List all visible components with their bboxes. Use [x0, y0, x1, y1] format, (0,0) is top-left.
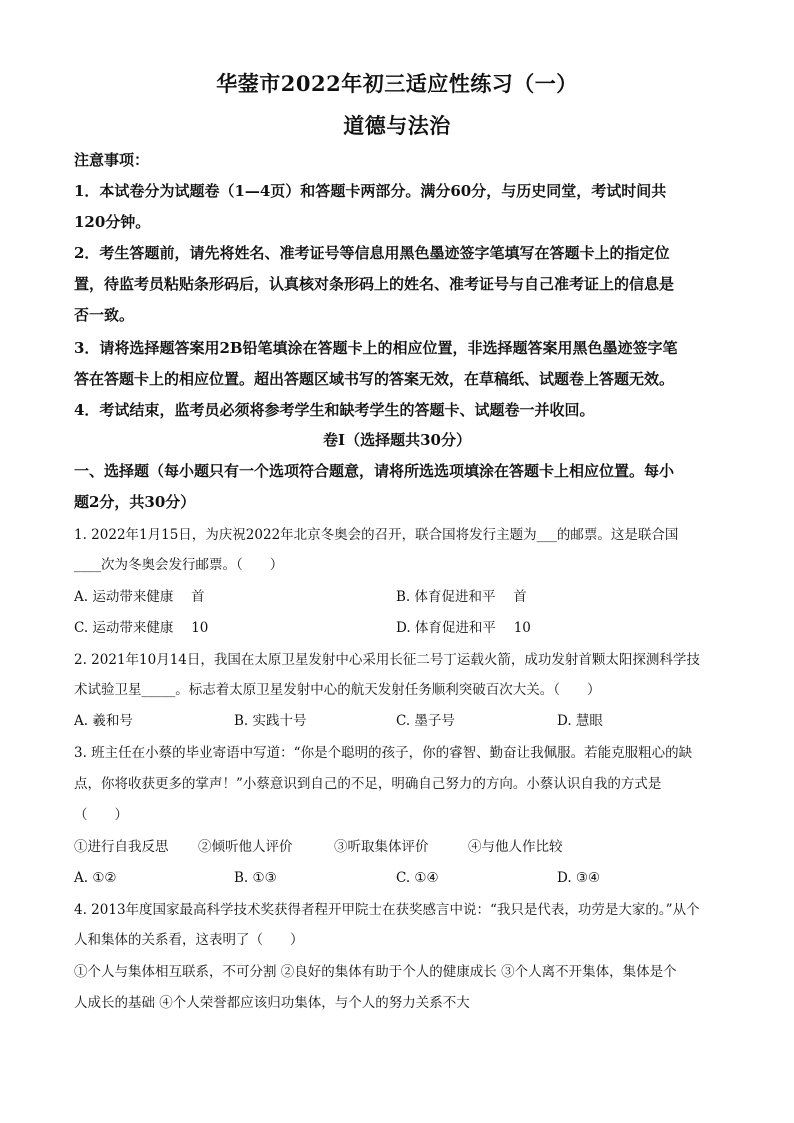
question-3-item: ②倾听他人评价: [198, 839, 293, 855]
question-3-stem: 点，你将收获更多的掌声！”小蔡意识到自己的不足，明确自己努力的方向。小蔡认识自我的方式是: [74, 776, 662, 792]
question-3-option-c: C. ①④: [396, 870, 439, 886]
question-1-stem: 1. 2022年1月15日，为庆祝2022年北京冬奥会的召开，联合国将发行主题为___的邮票。这是联合国: [74, 527, 679, 543]
question-3-item: ③听取集体评价: [334, 839, 429, 855]
exam-title: 华蓥市2022年初三适应性练习（一）: [216, 71, 578, 96]
question-3-stem: 3. 班主任在小蔡的毕业寄语中写道：“你是个聪明的孩子，你的睿智、勤奋让我佩服。若能克服粗心的缺: [74, 745, 693, 761]
notice-heading: 注意事项：: [74, 151, 150, 169]
question-2-option-c: C. 墨子号: [396, 713, 455, 729]
question-2-option-a: A. 羲和号: [74, 713, 133, 729]
question-2-option-d: D. 慧眼: [557, 713, 603, 729]
question-3-option-b: B. ①③: [234, 870, 277, 886]
question-1-option-a: A. 运动带来健康 首: [74, 589, 205, 605]
question-2-stem: 2. 2021年10月14日，我国在太原卫星发射中心采用长征二号丁运载火箭，成功发射首颗太阳探测科学技: [74, 652, 700, 668]
notice-line: 4．考试结束，监考员必须将参考学生和缺考学生的答题卡、试题卷一并收回。: [74, 401, 595, 419]
notice-line: 1．本试卷分为试题卷（1—4页）和答题卡两部分。满分60分，与历史同堂，考试时间共: [74, 182, 667, 200]
question-3-stem: （ ）: [74, 807, 128, 823]
question-4-stem: 4. 2013年度国家最高科学技术奖获得者程开甲院士在获奖感言中说：“我只是代表，功劳是大家的。”从个: [74, 902, 700, 918]
question-3-option-d: D. ③④: [557, 870, 601, 886]
question-4-choices: ①个人与集体相互联系，不可分割 ②良好的集体有助于个人的健康成长 ③个人离不开集体，集体是个: [74, 964, 677, 980]
question-4-stem: 人和集体的关系看，这表明了（ ）: [74, 932, 304, 948]
notice-line: 2．考生答题前，请先将姓名、准考证号等信息用黑色墨迹签字笔填写在答题卡上的指定位: [74, 244, 670, 262]
question-4-choices: 人成长的基础 ④个人荣誉都应该归功集体，与个人的努力关系不大: [74, 995, 470, 1011]
question-2-option-b: B. 实践十号: [234, 713, 307, 729]
section-intro: 一、选择题（每小题只有一个选项符合题意，请将所选选项填涂在答题卡上相应位置。每小: [74, 462, 675, 480]
notice-line: 置，待监考员粘贴条形码后，认真核对条形码上的姓名、准考证号与自己准考证上的信息是: [74, 275, 675, 293]
section-title: 卷Ⅰ（选择题共30分）: [323, 431, 471, 449]
question-3-item: ④与他人作比较: [468, 839, 563, 855]
notice-line: 3．请将选择题答案用2B铅笔填涂在答题卡上的相应位置，非选择题答案用黑色墨迹签字笔: [74, 339, 678, 357]
question-1-option-d: D. 体育促进和平 10: [396, 620, 531, 636]
question-3-item: ①进行自我反思: [74, 839, 169, 855]
notice-line: 120分钟。: [74, 213, 151, 231]
question-1-option-c: C. 运动带来健康 10: [74, 620, 209, 636]
question-2-stem: 术试验卫星_____。标志着太原卫星发射中心的航天发射任务顺利突破百次大关。（ ）: [74, 682, 601, 698]
section-intro: 题2分，共30分）: [74, 493, 196, 511]
question-1-option-b: B. 体育促进和平 首: [396, 589, 527, 605]
notice-line: 答在答题卡上的相应位置。超出答题区域书写的答案无效，在草稿纸、试题卷上答题无效。: [74, 370, 675, 388]
notice-line: 否一致。: [74, 306, 135, 324]
question-1-stem: ____次为冬奥会发行邮票。（ ）: [74, 557, 284, 573]
subject-title: 道德与法治: [343, 113, 451, 138]
question-3-option-a: A. ①②: [74, 870, 117, 886]
